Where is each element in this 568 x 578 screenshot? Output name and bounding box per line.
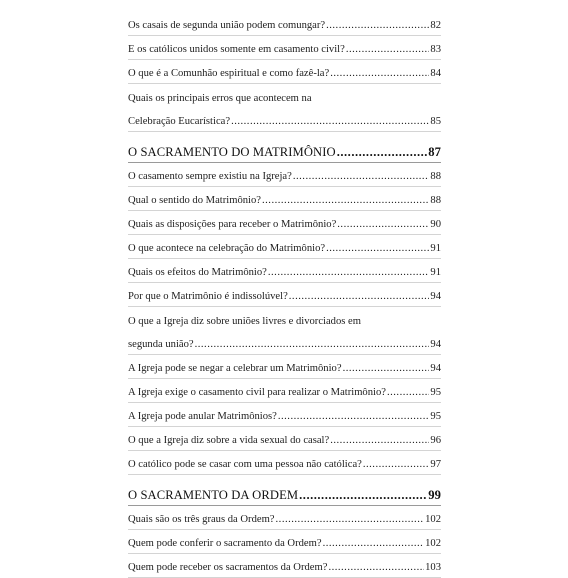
toc-section-heading[interactable]	[128, 481, 441, 506]
toc-dot-leader	[326, 242, 429, 255]
toc-dot-leader	[278, 410, 430, 423]
toc-entry[interactable]	[128, 235, 441, 259]
toc-page-number: 88	[430, 171, 441, 182]
toc-entry[interactable]	[128, 259, 441, 283]
toc-page-number: 96	[430, 435, 441, 446]
toc-entry-title: O que é a Comunhão espiritual e como fazê-la?	[128, 68, 330, 79]
toc-entry[interactable]	[128, 554, 441, 578]
toc-entry-title: O que a Igreja diz sobre a vida sexual do casal?	[128, 435, 330, 446]
toc-entry[interactable]	[128, 163, 441, 187]
toc-entry[interactable]	[128, 211, 441, 235]
toc-entry-title: A Igreja pode anular Matrimônios?	[128, 411, 277, 422]
toc-entry[interactable]	[128, 506, 441, 530]
toc-page-number: 103	[425, 562, 441, 573]
toc-page-number: 94	[430, 363, 441, 374]
toc-page-number: 91	[430, 243, 441, 254]
toc-dot-leader	[326, 19, 429, 32]
toc-dot-leader	[231, 115, 429, 128]
toc-entry-title: Por que o Matrimônio é indissolúvel?	[128, 291, 288, 302]
toc-page-number: 97	[430, 459, 441, 470]
toc-entry-title: O católico pode se casar com uma pessoa não católica?	[128, 459, 362, 470]
toc-entry-title: A Igreja pode se negar a celebrar um Matrimônio?	[128, 363, 342, 374]
toc-entry-title: O casamento sempre existiu na Igreja?	[128, 171, 292, 182]
toc-entry[interactable]	[128, 427, 441, 451]
toc-page-number: 90	[430, 219, 441, 230]
toc-dot-leader	[323, 537, 425, 550]
toc-dot-leader	[330, 67, 429, 80]
toc-entry-continued[interactable]	[128, 84, 441, 108]
toc-entry[interactable]	[128, 530, 441, 554]
toc-entry-title: Quais os efeitos do Matrimônio?	[128, 267, 267, 278]
toc-page-number: 102	[425, 538, 441, 549]
toc-dot-leader	[337, 218, 429, 231]
toc-dot-leader	[262, 194, 429, 207]
toc-entry-title: O que a Igreja diz sobre uniões livres e divorciados em	[128, 316, 361, 327]
toc-dot-leader	[289, 290, 430, 303]
toc-entry[interactable]	[128, 403, 441, 427]
toc-dot-leader	[343, 362, 430, 375]
toc-entry-title: Qual o sentido do Matrimônio?	[128, 195, 261, 206]
toc-entry-title: Quais os principais erros que acontecem na	[128, 93, 312, 104]
toc-dot-leader	[299, 489, 427, 502]
toc-page-number: 94	[430, 291, 441, 302]
toc-entry[interactable]	[128, 283, 441, 307]
toc-entry[interactable]	[128, 379, 441, 403]
toc-section-heading[interactable]	[128, 138, 441, 163]
toc-page-number: 84	[430, 68, 441, 79]
toc-dot-leader	[195, 338, 430, 351]
toc-dot-leader	[346, 43, 430, 56]
toc-entry-title: Os casais de segunda união podem comungar?	[128, 20, 326, 31]
toc-entry[interactable]	[128, 187, 441, 211]
toc-dot-leader	[387, 386, 429, 399]
toc-entry-title: E os católicos unidos somente em casamento civil?	[128, 44, 345, 55]
toc-page-number: 99	[428, 488, 441, 502]
toc-entry-title: segunda união?	[128, 339, 194, 350]
toc-page-number: 85	[430, 116, 441, 127]
toc-entry[interactable]	[128, 36, 441, 60]
toc-page-number: 95	[430, 387, 441, 398]
toc-dot-leader	[293, 170, 430, 183]
toc-entry-title: Quem pode receber os sacramentos da Ordem?	[128, 562, 328, 573]
toc-dot-leader	[276, 513, 425, 526]
toc-entry-title: Quais as disposições para receber o Matrimônio?	[128, 219, 337, 230]
toc-page-number: 95	[430, 411, 441, 422]
toc-dot-leader	[363, 458, 430, 471]
table-of-contents	[128, 12, 441, 578]
toc-section-title: O SACRAMENTO DA ORDEM	[128, 488, 299, 502]
toc-entry[interactable]	[128, 451, 441, 475]
toc-page-number: 91	[430, 267, 441, 278]
toc-entry-title: O que acontece na celebração do Matrimônio?	[128, 243, 326, 254]
toc-entry-title: Quais são os três graus da Ordem?	[128, 514, 275, 525]
toc-page-number: 94	[430, 339, 441, 350]
toc-dot-leader	[337, 146, 427, 159]
toc-page-number: 83	[430, 44, 441, 55]
toc-entry-title: Celebração Eucarística?	[128, 116, 231, 127]
toc-entry-title: A Igreja exige o casamento civil para realizar o Matrimônio?	[128, 387, 386, 398]
toc-section-title: O SACRAMENTO DO MATRIMÔNIO	[128, 145, 336, 159]
toc-entry[interactable]	[128, 60, 441, 84]
toc-entry[interactable]	[128, 355, 441, 379]
toc-entry[interactable]	[128, 108, 441, 132]
toc-page-number: 88	[430, 195, 441, 206]
toc-page-number: 82	[430, 20, 441, 31]
toc-page-number: 87	[428, 145, 441, 159]
toc-entry[interactable]	[128, 331, 441, 355]
toc-dot-leader	[330, 434, 429, 447]
toc-entry-title: Quem pode conferir o sacramento da Ordem?	[128, 538, 322, 549]
toc-entry[interactable]	[128, 12, 441, 36]
toc-dot-leader	[268, 266, 430, 279]
toc-page-number: 102	[425, 514, 441, 525]
toc-entry-continued[interactable]	[128, 307, 441, 331]
